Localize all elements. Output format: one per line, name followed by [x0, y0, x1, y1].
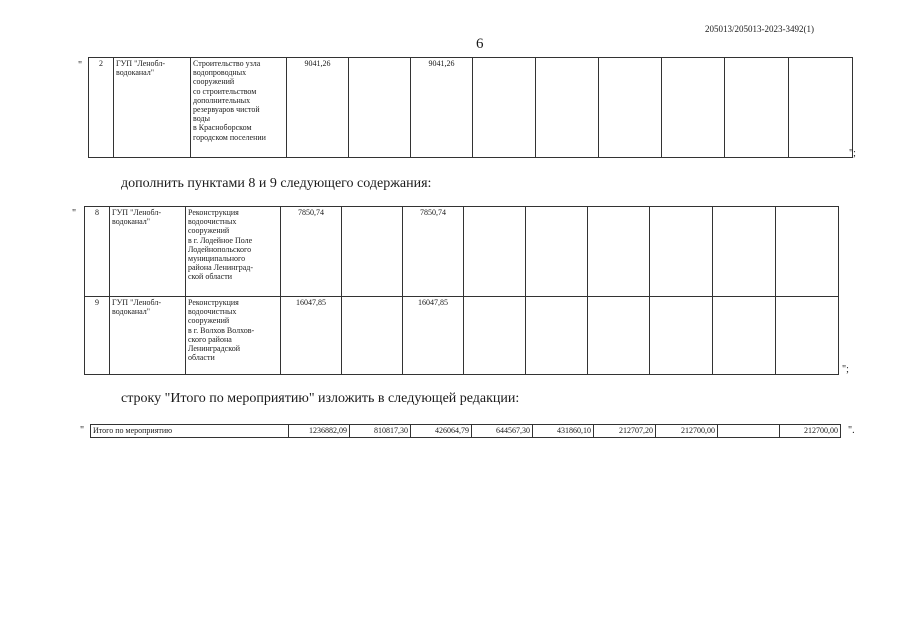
- description-cell: Реконструкция водоочистных сооружений в г. Лодейное Поле Лодейнопольского муниципального района Ленинград- ской области: [186, 207, 281, 297]
- value-cell: 212707,20: [594, 425, 656, 438]
- value-cell: 7850,74: [403, 207, 464, 297]
- row-number: 9: [85, 297, 110, 375]
- value-cell: 16047,85: [403, 297, 464, 375]
- value-cell: 644567,30: [472, 425, 533, 438]
- empty-cell: [725, 58, 789, 158]
- total-label: Итого по мероприятию: [91, 425, 289, 438]
- page-number: 6: [476, 36, 484, 52]
- empty-cell: [588, 207, 650, 297]
- table2-open-quote: ": [72, 208, 77, 219]
- value-cell: 7850,74: [281, 207, 342, 297]
- table-row: [85, 297, 839, 375]
- value-cell: 9041,26: [287, 58, 349, 158]
- value-cell: [342, 207, 403, 297]
- value-cell: 212700,00: [656, 425, 718, 438]
- table2: [84, 206, 839, 375]
- value-cell: [342, 297, 403, 375]
- empty-cell: [713, 297, 776, 375]
- description-cell: Строительство узла водопроводных сооружений со строительством дополнительных резервуаров чистой воды в Красноборском городском поселении: [191, 58, 287, 158]
- value-cell: 1236882,09: [289, 425, 350, 438]
- empty-cell: [473, 58, 536, 158]
- empty-cell: [464, 207, 526, 297]
- heading-add-items: дополнить пунктами 8 и 9 следующего содержания:: [121, 176, 432, 191]
- table-row: [85, 207, 839, 297]
- empty-cell: [526, 207, 588, 297]
- table-row: [91, 425, 841, 438]
- empty-cell: [588, 297, 650, 375]
- value-cell: 426064,79: [411, 425, 472, 438]
- row-number: 8: [85, 207, 110, 297]
- table2-close-mark: ";: [842, 364, 849, 375]
- value-cell: 212700,00: [780, 425, 841, 438]
- organization-cell: ГУП "Ленобл- водоканал": [114, 58, 191, 158]
- table3: [90, 424, 841, 438]
- table3-close-mark: ".: [848, 425, 855, 436]
- empty-cell: [650, 297, 713, 375]
- organization-cell: ГУП "Ленобл- водоканал": [110, 297, 186, 375]
- empty-cell: [650, 207, 713, 297]
- table-row: [89, 58, 853, 158]
- value-cell: 431860,10: [533, 425, 594, 438]
- table1: [88, 57, 853, 158]
- organization-cell: ГУП "Ленобл- водоканал": [110, 207, 186, 297]
- row-number: 2: [89, 58, 114, 158]
- heading-total-row: строку "Итого по мероприятию" изложить в следующей редакции:: [121, 391, 520, 406]
- empty-cell: [662, 58, 725, 158]
- empty-cell: [713, 207, 776, 297]
- empty-cell: [776, 207, 839, 297]
- value-cell: 16047,85: [281, 297, 342, 375]
- empty-cell: [789, 58, 853, 158]
- description-cell: Реконструкция водоочистных сооружений в г. Волхов Волхов- ского района Ленинградской области: [186, 297, 281, 375]
- table1-open-quote: ": [78, 60, 83, 71]
- empty-cell: [464, 297, 526, 375]
- value-cell: 810817,30: [350, 425, 411, 438]
- empty-cell: [536, 58, 599, 158]
- value-cell: [349, 58, 411, 158]
- empty-cell: [526, 297, 588, 375]
- table3-open-quote: ": [80, 425, 85, 436]
- value-cell: [718, 425, 780, 438]
- table1-close-mark: ";: [849, 148, 856, 159]
- empty-cell: [599, 58, 662, 158]
- empty-cell: [776, 297, 839, 375]
- document-code: 205013/205013-2023-3492(1): [705, 24, 814, 34]
- value-cell: 9041,26: [411, 58, 473, 158]
